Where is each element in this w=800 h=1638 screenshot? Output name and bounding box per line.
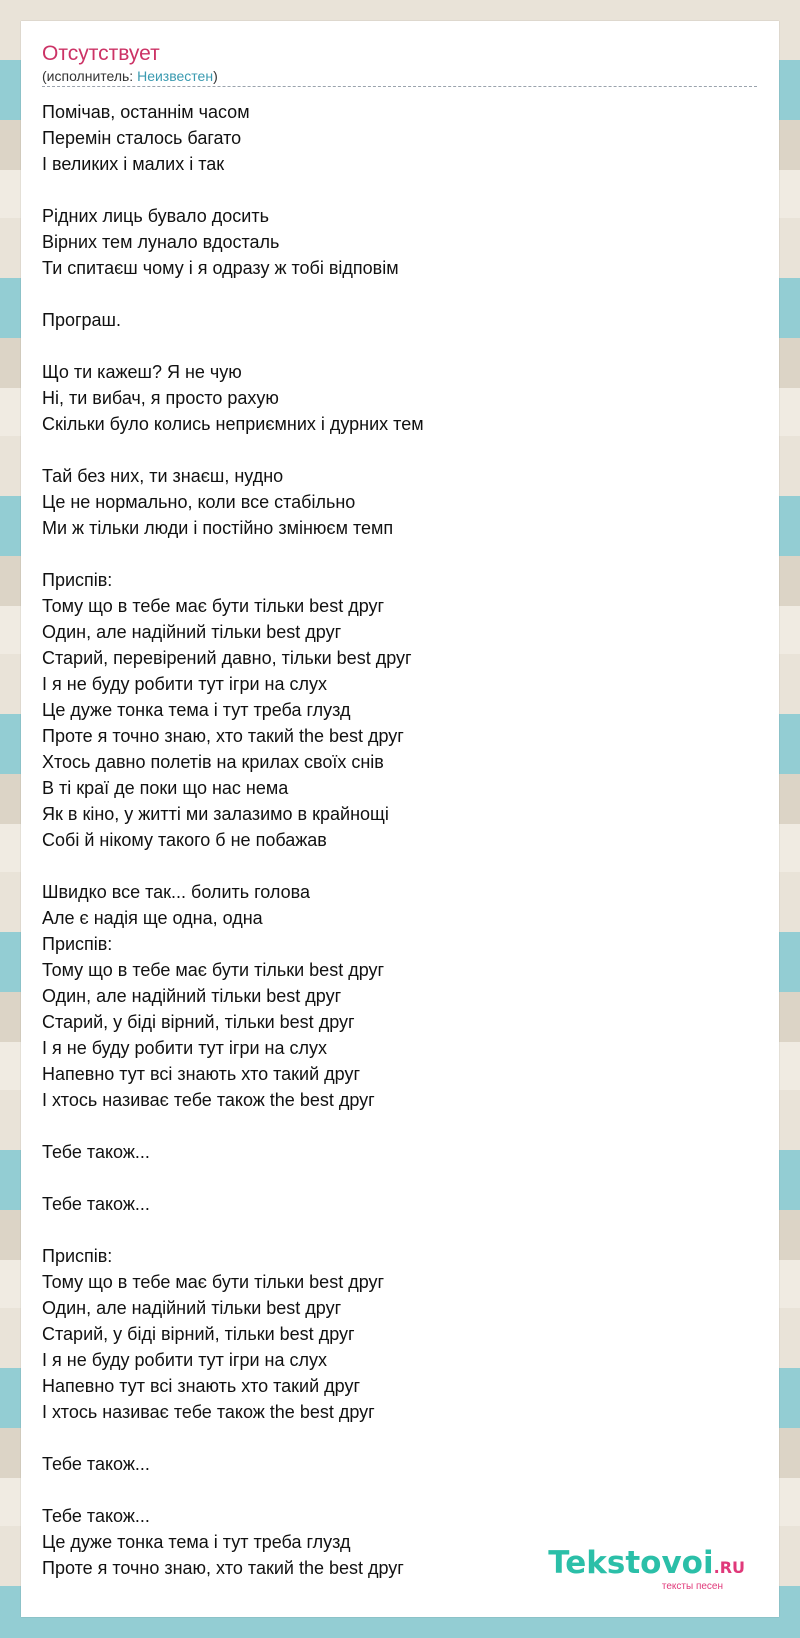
lyric-line: Проте я точно знаю, хто такий the best друг — [42, 726, 404, 746]
lyric-line — [42, 177, 757, 203]
lyric-line: Старий, у біді вірний, тільки best друг — [42, 1324, 355, 1344]
lyric-line: Це не нормально, коли все стабільно — [42, 492, 356, 512]
lyric-line: Це дуже тонка тема і тут треба глузд — [42, 700, 351, 720]
logo-tld: .RU — [713, 1558, 745, 1577]
site-logo[interactable] — [548, 1547, 745, 1592]
lyric-line: І я не буду робити тут ігри на слух — [42, 674, 327, 694]
lyric-line: Ні, ти вибач, я просто рахую — [42, 388, 279, 408]
lyric-line: Це дуже тонка тема і тут треба глузд — [42, 1532, 351, 1552]
artist-link[interactable]: Неизвестен — [137, 68, 214, 84]
lyric-line: Тай без них, ти знаєш, нудно — [42, 466, 284, 486]
artist-line — [42, 67, 757, 87]
lyric-line: Тому що в тебе має бути тільки best друг — [42, 960, 385, 980]
lyric-line: Один, але надійний тільки best друг — [42, 1298, 342, 1318]
lyric-line: Старий, у біді вірний, тільки best друг — [42, 1012, 355, 1032]
lyric-line: Але є надія ще одна, одна — [42, 908, 263, 928]
lyric-line: Приспів: — [42, 570, 113, 590]
lyric-line: І хтось називає тебе також the best друг — [42, 1090, 375, 1110]
lyric-line: Швидко все так... болить голова — [42, 882, 310, 902]
lyric-line: Старий, перевірений давно, тільки best друг — [42, 648, 412, 668]
lyric-line: Рідних лиць бувало досить — [42, 206, 269, 226]
logo-main-text: Tekstovoi — [548, 1545, 714, 1581]
logo-wordmark — [548, 1547, 745, 1584]
lyric-line — [42, 541, 757, 567]
lyric-line: Приспів: — [42, 1246, 113, 1266]
lyric-line: Програш. — [42, 310, 121, 330]
lyric-line: Що ти кажеш? Я не чую — [42, 362, 242, 382]
lyric-line: Собі й нікому такого б не побажав — [42, 830, 327, 850]
lyric-line — [42, 1165, 757, 1191]
lyric-line — [42, 853, 757, 879]
lyric-line: Один, але надійний тільки best друг — [42, 622, 342, 642]
lyric-line: В ті краї де поки що нас нема — [42, 778, 289, 798]
lyric-line — [42, 1217, 757, 1243]
lyric-line: І я не буду робити тут ігри на слух — [42, 1038, 327, 1058]
lyric-line: Ти спитаєш чому і я одразу ж тобі відповім — [42, 258, 399, 278]
lyric-line: Тому що в тебе має бути тільки best друг — [42, 1272, 385, 1292]
lyrics-card — [21, 21, 779, 1617]
lyric-line: Хтось давно полетів на крилах своїх снів — [42, 752, 384, 772]
lyric-line: Ми ж тільки люди і постійно змінюєм темп — [42, 518, 394, 538]
lyric-line: Проте я точно знаю, хто такий the best друг — [42, 1558, 404, 1578]
lyric-line: І великих і малих і так — [42, 154, 225, 174]
lyric-line: Напевно тут всі знають хто такий друг — [42, 1064, 361, 1084]
lyric-line: Напевно тут всі знають хто такий друг — [42, 1376, 361, 1396]
lyric-line: І хтось називає тебе також the best друг — [42, 1402, 375, 1422]
lyric-line: І я не буду робити тут ігри на слух — [42, 1350, 327, 1370]
lyric-line — [42, 281, 757, 307]
artist-suffix: ) — [213, 68, 218, 84]
lyric-line: Тебе також... — [42, 1454, 150, 1474]
lyric-line: Приспів: — [42, 934, 113, 954]
lyric-line: Перемін сталось багато — [42, 128, 242, 148]
lyric-line: Тебе також... — [42, 1142, 150, 1162]
lyric-line: Тому що в тебе має бути тільки best друг — [42, 596, 385, 616]
lyrics-text — [42, 99, 757, 1581]
lyric-line — [42, 1113, 757, 1139]
lyric-line: Як в кіно, у житті ми залазимо в крайнощі — [42, 804, 389, 824]
song-title: Отсутствует — [42, 42, 160, 65]
artist-prefix: (исполнитель: — [42, 68, 138, 84]
lyric-line — [42, 1425, 757, 1451]
lyric-line: Тебе також... — [42, 1506, 150, 1526]
lyric-line: Один, але надійний тільки best друг — [42, 986, 342, 1006]
lyric-line: Скільки було колись неприємних і дурних тем — [42, 414, 424, 434]
lyric-line: Помічав, останнім часом — [42, 102, 250, 122]
lyric-line — [42, 333, 757, 359]
lyric-line — [42, 437, 757, 463]
lyric-line — [42, 1477, 757, 1503]
logo-subtitle: тексты песен — [661, 1581, 723, 1592]
lyric-line: Вірних тем лунало вдосталь — [42, 232, 280, 252]
lyric-line: Тебе також... — [42, 1194, 150, 1214]
